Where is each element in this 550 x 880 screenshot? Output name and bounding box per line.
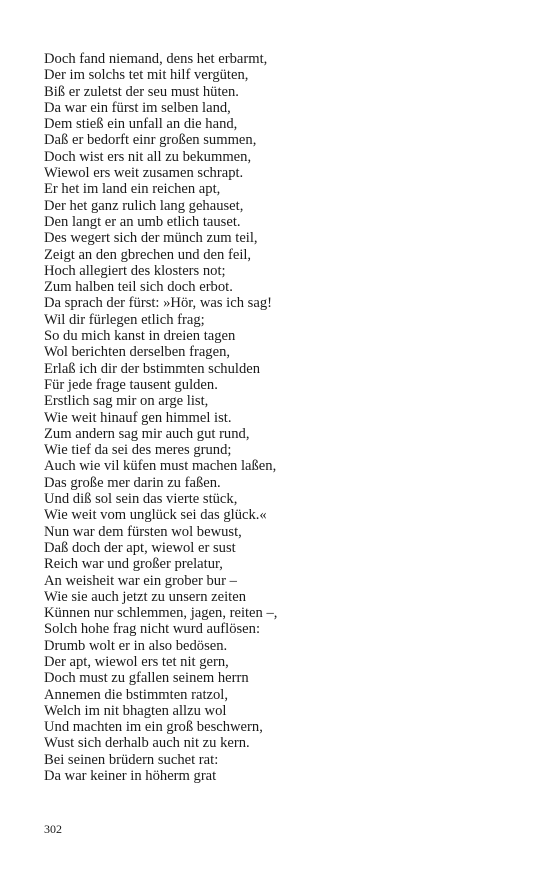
poem-line: Biß er zuletst der seu must hüten. xyxy=(44,83,239,100)
poem-line: Dem stieß ein unfall an die hand, xyxy=(44,116,238,133)
poem-text-block xyxy=(44,51,524,784)
poem-line: Doch fand niemand, dens het erbarmt, xyxy=(44,51,268,67)
poem-line: Da war keiner in höherm grat xyxy=(44,768,217,785)
poem-line: Der im solchs tet mit hilf vergüten, xyxy=(44,67,249,84)
poem-line: Doch wist ers nit all zu bekummen, xyxy=(44,148,252,165)
poem-line: Daß er bedorft einr großen summen, xyxy=(44,132,257,149)
poem-line: Des wegert sich der münch zum teil, xyxy=(44,230,258,247)
poem-line: Drumb wolt er in also bedösen. xyxy=(44,637,228,654)
poem-line: Und machten im ein groß beschwern, xyxy=(44,719,263,736)
poem-line: Wie sie auch jetzt zu unsern zeiten xyxy=(44,588,247,605)
poem-line: Wiewol ers weit zusamen schrapt. xyxy=(44,165,244,182)
poem-line: Für jede frage tausent gulden. xyxy=(44,376,218,393)
poem-line: Und diß sol sein das vierte stück, xyxy=(44,491,238,508)
poem-line: Künnen nur schlemmen, jagen, reiten –, xyxy=(44,605,278,622)
poem-line: Erlaß ich dir der bstimmten schulden xyxy=(44,360,261,377)
poem-line: Annemen die bstimmten ratzol, xyxy=(44,686,228,703)
poem-line: So du mich kanst in dreien tagen xyxy=(44,328,236,345)
poem-line: Wie weit hinauf gen himmel ist. xyxy=(44,409,232,426)
poem-line: Wie weit vom unglück sei das glück.« xyxy=(44,507,267,524)
poem-line: Hoch allegiert des klosters not; xyxy=(44,262,226,279)
poem-line: Das große mer darin zu faßen. xyxy=(44,474,221,491)
poem-line: An weisheit war ein grober bur – xyxy=(44,572,237,589)
poem-line: Zum andern sag mir auch gut rund, xyxy=(44,425,250,442)
poem-line: Reich war und großer prelatur, xyxy=(44,556,223,573)
poem-line: Der apt, wiewol ers tet nit gern, xyxy=(44,653,229,670)
poem-line: Wil dir fürlegen etlich frag; xyxy=(44,311,205,328)
poem-line: Welch im nit bhagten allzu wol xyxy=(44,702,227,719)
poem-line: Den langt er an umb etlich tauset. xyxy=(44,213,241,230)
poem-line: Da war ein fürst im selben land, xyxy=(44,99,231,116)
poem-line: Solch hohe frag nicht wurd auflösen: xyxy=(44,621,261,638)
poem-line: Bei seinen brüdern suchet rat: xyxy=(44,751,219,768)
page-number: 302 xyxy=(44,822,62,836)
poem-line: Erstlich sag mir on arge list, xyxy=(44,393,209,410)
poem-line: Da sprach der fürst: »Hör, was ich sag! xyxy=(44,295,272,312)
poem-line: Wol berichten derselben fragen, xyxy=(44,344,231,361)
poem-line: Nun war dem fürsten wol bewust, xyxy=(44,523,242,540)
poem-line: Er het im land ein reichen apt, xyxy=(44,181,221,198)
poem-line: Wie tief da sei des meres grund; xyxy=(44,442,232,459)
poem-line: Daß doch der apt, wiewol er sust xyxy=(44,539,236,556)
poem-line: Der het ganz rulich lang gehauset, xyxy=(44,197,244,214)
poem-line: Zeigt an den gbrechen und den feil, xyxy=(44,246,252,263)
poem-line: Doch must zu gfallen seinem herrn xyxy=(44,670,249,687)
poem-line: Zum halben teil sich doch erbot. xyxy=(44,279,233,296)
poem-line: Wust sich derhalb auch nit zu kern. xyxy=(44,735,250,752)
poem-line: Auch wie vil küfen must machen laßen, xyxy=(44,458,277,475)
